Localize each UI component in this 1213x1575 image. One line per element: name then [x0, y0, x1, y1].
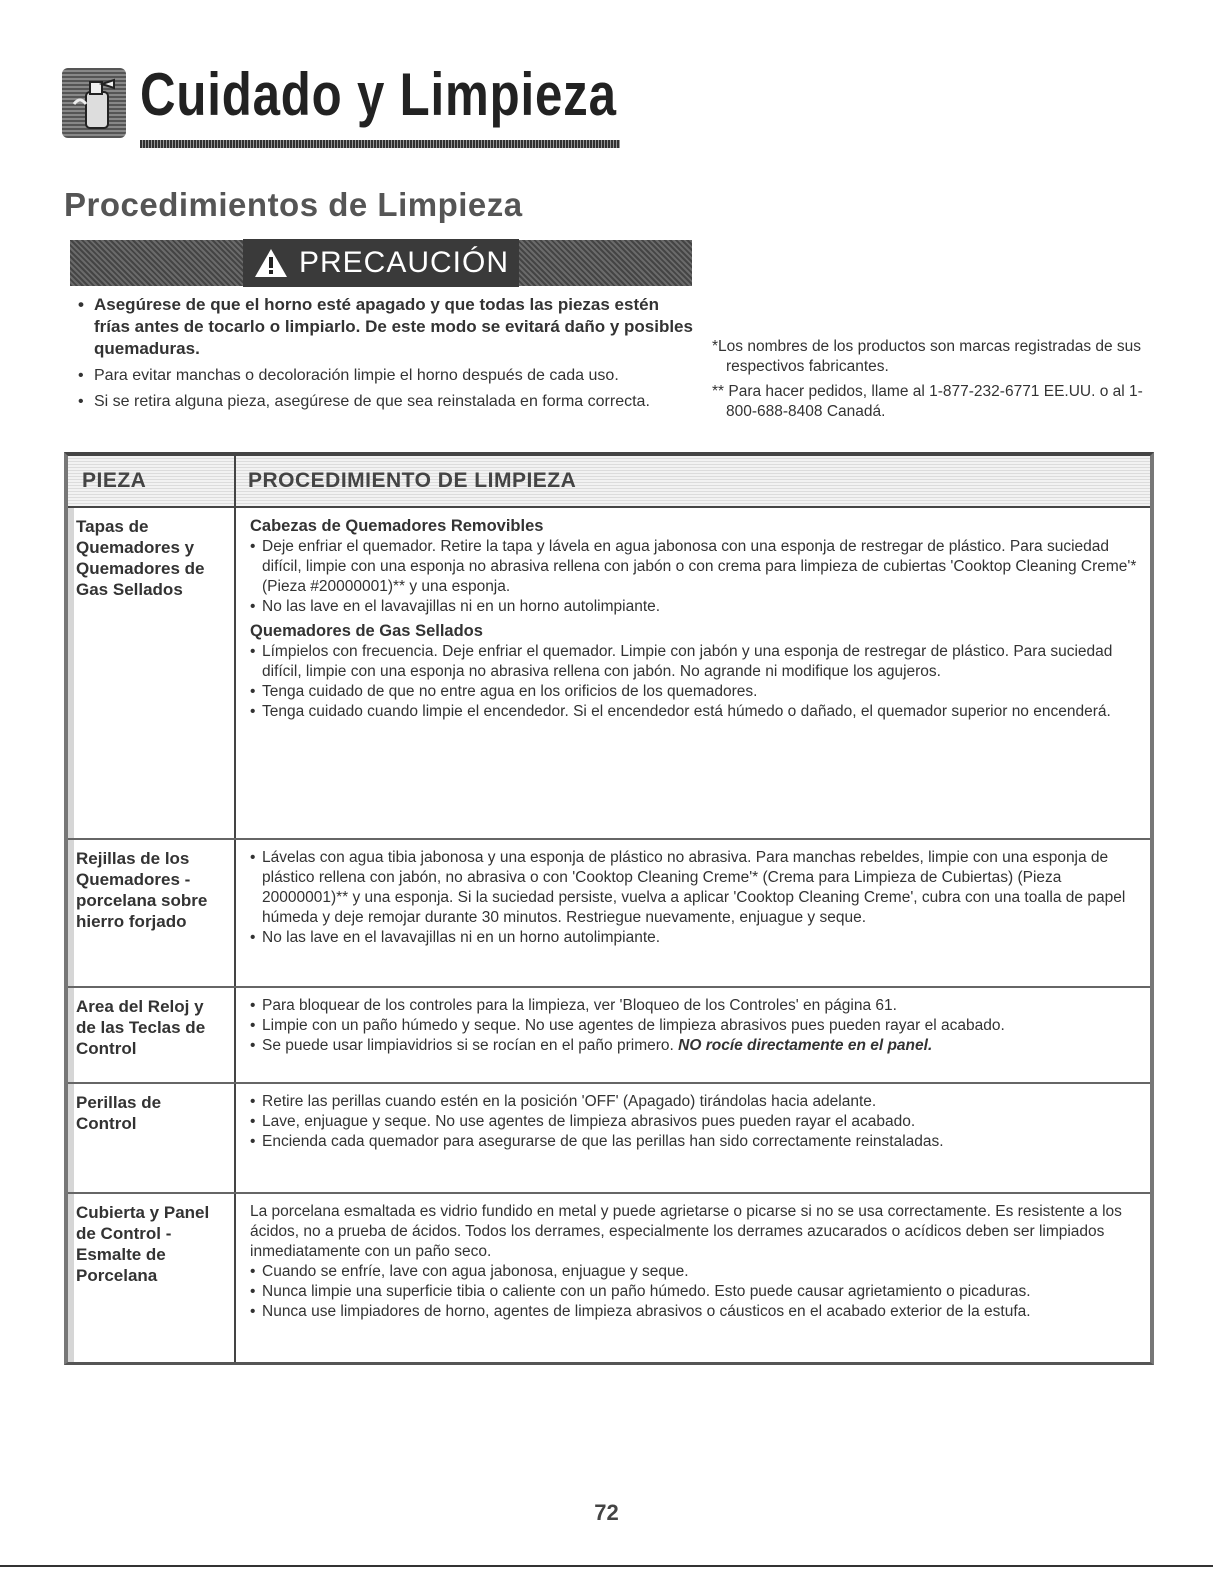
row-item: Area del Reloj y de las Teclas de Control	[68, 988, 236, 1082]
procedure-bullet: • Lávelas con agua tibia jabonosa y una esponja de plástico no abrasiva. Para manchas rebeldes, limpie con una esponja de plástico rellena con jabón, no abrasiva o con 'Cooktop Cleaning Creme'* (Crema para Limpieza de Cubiertas) (Pieza 20000001)** y una esponja. Si la suciedad persiste, vuelva a aplicar 'Cooktop Cleaning Creme', cubra con una toalla de papel húmeda y deje remojar durante 30 minutos. Restriegue nuevamente, enjuague y seque.	[250, 848, 1146, 928]
spray-bottle-icon	[62, 68, 126, 138]
row-procedure	[236, 1194, 1150, 1362]
procedure-bullet: • Cuando se enfríe, lave con agua jabonosa, enjuague y seque.	[250, 1262, 1146, 1282]
table-header	[68, 456, 1150, 508]
procedure-bullet: • Tenga cuidado cuando limpie el encendedor. Si el encendedor está húmedo o dañado, el quemador superior no encenderá.	[250, 702, 1146, 722]
ordering-note: ** Para hacer pedidos, llame al 1-877-232-6771 EE.UU. o al 1-800-688-8408 Canadá.	[712, 383, 1143, 420]
procedure-bullet: • Tenga cuidado de que no entre agua en los orificios de los quemadores.	[250, 682, 1146, 702]
emphasis-text: NO rocíe directamente en el panel.	[678, 1037, 933, 1054]
table-row	[68, 988, 1150, 1084]
page-number: 72	[594, 1500, 619, 1525]
footnotes	[706, 337, 1146, 427]
section-title: Procedimientos de Limpieza	[64, 186, 523, 223]
page-header	[62, 58, 617, 148]
row-procedure	[236, 988, 1150, 1082]
trademark-note: *Los nombres de los productos son marcas registradas de sus respectivos fabricantes.	[712, 338, 1142, 375]
column-header-procedimiento: PROCEDIMIENTO DE LIMPIEZA	[248, 469, 577, 492]
cleaning-table	[64, 452, 1154, 1365]
procedure-bullet: • No las lave en el lavavajillas ni en un horno autolimpiante.	[250, 928, 1146, 948]
caution-item: • Para evitar manchas o decoloración limpie el horno después de cada uso.	[76, 366, 696, 386]
procedure-bullet	[250, 1036, 1146, 1056]
row-item: Tapas de Quemadores y Quemadores de Gas Sellados	[68, 508, 236, 838]
procedure-bullet: • Nunca limpie una superficie tibia o caliente con un paño húmedo. Esto puede causar agrietamiento o picaduras.	[250, 1282, 1146, 1302]
procedure-bullet: • Límpielos con frecuencia. Deje enfriar el quemador. Limpie con jabón y una esponja de restregar de plástico. Para suciedad difícil, limpie con una esponja no abrasiva rellena con jabón. No agrande ni modifique los agujeros.	[250, 642, 1146, 682]
header-rule	[140, 140, 620, 148]
caution-item: • Asegúrese de que el horno esté apagado y que todas las piezas estén frías antes de tocarlo o limpiarlo. De este modo se evitará daño y posibles quemaduras.	[76, 294, 696, 360]
procedure-bullet: • Retire las perillas cuando estén en la posición 'OFF' (Apagado) tirándolas hacia adelante.	[250, 1092, 1146, 1112]
bottom-rule	[0, 1565, 1213, 1567]
caution-label: PRECAUCIÓN	[298, 246, 510, 279]
row-item: Cubierta y Panel de Control - Esmalte de Porcelana	[68, 1194, 236, 1362]
caution-item: • Si se retira alguna pieza, asegúrese de que sea reinstalada en forma correcta.	[76, 392, 696, 412]
procedure-text: Se puede usar limpiavidrios si se rocían en el paño primero.	[262, 1037, 674, 1054]
procedure-bullet: • Para bloquear de los controles para la limpieza, ver 'Bloqueo de los Controles' en página 61.	[250, 996, 1146, 1016]
procedure-bullet: • Encienda cada quemador para asegurarse de que las perillas han sido correctamente reinstaladas.	[250, 1132, 1146, 1152]
subheading: Cabezas de Quemadores Removibles	[250, 517, 544, 535]
row-procedure	[236, 1084, 1150, 1192]
row-procedure	[236, 508, 1150, 838]
subheading: Quemadores de Gas Sellados	[250, 622, 483, 640]
table-row	[68, 840, 1150, 988]
procedure-bullet: • Lave, enjuague y seque. No use agentes de limpieza abrasivos pues pueden rayar el acabado.	[250, 1112, 1146, 1132]
caution-banner	[70, 240, 692, 286]
table-row	[68, 508, 1150, 840]
procedure-bullet: • Limpie con un paño húmedo y seque. No use agentes de limpieza abrasivos pues pueden rayar el acabado.	[250, 1016, 1146, 1036]
procedure-intro: La porcelana esmaltada es vidrio fundido en metal y puede agrietarse o picarse si no se usa correctamente. Es resistente a los ácidos, no a prueba de ácidos. Todos los derrames, especialmente los derrames azucarados o acídicos deben ser limpiados inmediatamente con un paño seco.	[250, 1203, 1122, 1260]
row-item: Perillas de Control	[68, 1084, 236, 1192]
row-item: Rejillas de los Quemadores - porcelana sobre hierro forjado	[68, 840, 236, 986]
procedure-bullet: • Nunca use limpiadores de horno, agentes de limpieza abrasivos o cáusticos en el acabado exterior de la estufa.	[250, 1302, 1146, 1322]
warning-triangle-icon	[253, 247, 289, 279]
caution-list	[76, 294, 696, 418]
procedure-bullet: • No las lave en el lavavajillas ni en un horno autolimpiante.	[250, 597, 1146, 617]
page-title: Cuidado y Limpieza	[140, 61, 617, 128]
table-row	[68, 1084, 1150, 1194]
procedure-bullet: • Deje enfriar el quemador. Retire la tapa y lávela en agua jabonosa con una esponja de restregar de plástico. Para suciedad difícil, limpie con una esponja no abrasiva rellena con jabón o con crema para limpieza de cubiertas 'Cooktop Cleaning Creme'* (Pieza #20000001)** y una esponja.	[250, 537, 1146, 597]
row-procedure	[236, 840, 1150, 986]
column-header-pieza: PIEZA	[68, 456, 236, 506]
table-row	[68, 1194, 1150, 1362]
